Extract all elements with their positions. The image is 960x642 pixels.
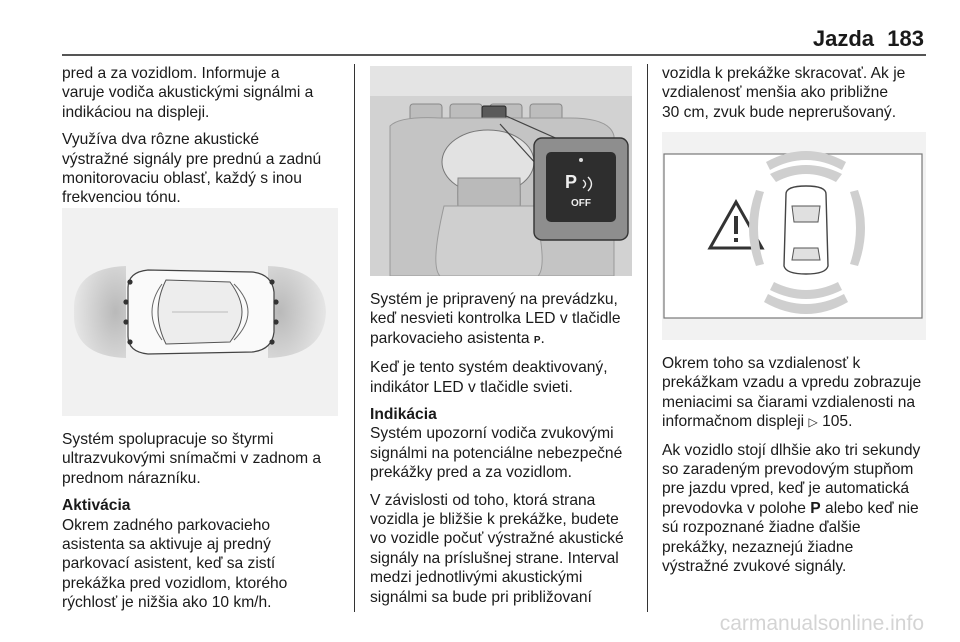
paragraph: Systém upozorní vodiča zvukovými signálmi na potenciálne nebezpečné prekážky pred a za vozidlom. bbox=[370, 425, 623, 482]
paragraph: Okrem toho sa vzdialenosť k prekážkam vzadu a vpredu zobrazuje meniacimi sa čiarami vzdialenosti na informačnom displeji ▷ 105. bbox=[662, 355, 922, 431]
parking-sensor-coverage-figure bbox=[62, 208, 338, 416]
page-header bbox=[0, 0, 960, 56]
watermark: carmanualsonline.info bbox=[719, 612, 924, 635]
svg-text:OFF: OFF bbox=[571, 198, 591, 209]
column-1 bbox=[62, 64, 342, 216]
paragraph: Systém je pripravený na prevádzku, keď nesvieti kontrolka LED v tlačidle parkovacieho asistenta P. bbox=[370, 291, 621, 347]
paragraph: pred a za vozidlom. Informuje a varuje vodiča akustickými signálmi a indikáciou na displeji. bbox=[62, 65, 314, 121]
column-1-lower bbox=[62, 430, 342, 621]
car-top-view-icon bbox=[128, 270, 274, 354]
heading-aktivacia: Aktivácia bbox=[62, 497, 131, 515]
page-number: 183 bbox=[887, 26, 924, 51]
front-coverage-zone bbox=[268, 266, 326, 358]
paragraph: Systém spolupracuje so štyrmi ultrazvukovými snímačmi v zadnom a prednom nárazníku. bbox=[62, 431, 322, 487]
paragraph: Keď je tento systém deaktivovaný, indikátor LED v tlačidle svieti. bbox=[370, 359, 608, 396]
paragraph: Okrem zadného parkovacieho asistenta sa aktivuje aj predný parkovací asistent, keď sa zistí prekážka pred vozidlom, ktorého rýchlosť je nižšia ako 10 km/h. bbox=[62, 516, 288, 612]
column-divider-right bbox=[647, 64, 648, 612]
rear-coverage-zone bbox=[74, 266, 126, 358]
info-display-figure bbox=[662, 132, 926, 340]
header-rule bbox=[62, 54, 926, 56]
heading-indikacia: Indikácia bbox=[370, 406, 437, 424]
page-reference-arrow-icon: ▷ bbox=[808, 415, 818, 430]
gear-position-p: P bbox=[810, 499, 821, 517]
column-3 bbox=[662, 64, 932, 130]
park-assist-button-closeup bbox=[534, 138, 628, 240]
paragraph: Ak vozidlo stojí dlhšie ako tri sekundy so zaradeným prevodovým stupňom pre jazdu vpred, keď je automatická prevodovka v polohe P alebo keď nie sú rozpoznané žiadne ďalšie prekážky, nezaznejú žiadne výstražné zvukové signály. bbox=[662, 441, 921, 576]
chapter-title: Jazda bbox=[812, 26, 874, 51]
column-2 bbox=[370, 290, 640, 615]
column-3-lower bbox=[662, 354, 932, 584]
paragraph: Využíva dva rôzne akustické výstražné signály pre prednú a zadnú monitorovaciu oblasť, každý s inou frekvenciou tónu. bbox=[62, 131, 322, 207]
page-reference[interactable]: 105. bbox=[822, 413, 853, 431]
car-outline-icon bbox=[784, 186, 828, 274]
paragraph: V závislosti od toho, ktorá strana vozidla je bližšie k prekážke, budete vo vozidle počuť výstražné akustické signály na príslušnej strane. Interval medzi jednotlivými akustickými signálmi sa bude pri približovaní bbox=[370, 491, 624, 606]
column-divider-left bbox=[354, 64, 355, 612]
park-assist-symbol: P bbox=[533, 334, 541, 346]
paragraph: vozidla k prekážke skracovať. Ak je vzdialenosť menšia ako približne 30 cm, zvuk bude neprerušovaný. bbox=[662, 65, 906, 121]
svg-text:P: P bbox=[564, 172, 578, 192]
center-console-figure bbox=[370, 66, 632, 276]
